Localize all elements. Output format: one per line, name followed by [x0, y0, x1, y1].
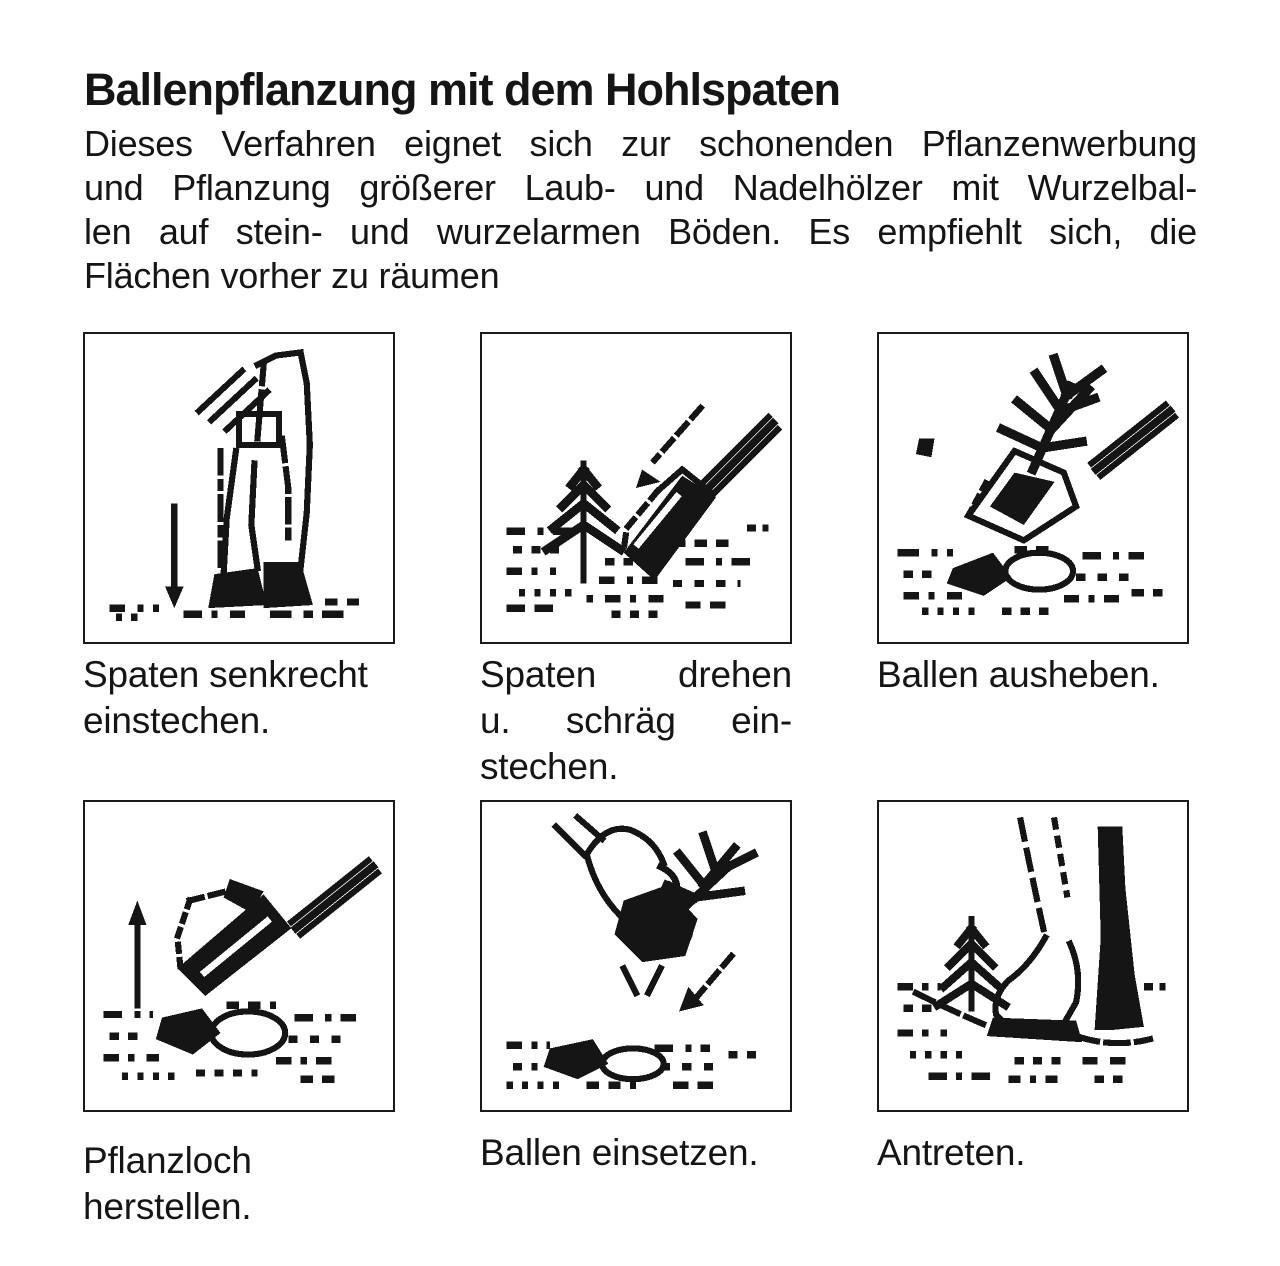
intro-line: Flächen vorher zu räumen [84, 255, 500, 296]
intro-line: len auf stein- und wurzelarmen Böden. Es empfiehlt sich, die [84, 211, 1197, 252]
diagonal-arrow-icon [654, 408, 700, 460]
hole-outline [211, 1011, 285, 1054]
caption-line: stechen. [480, 746, 619, 787]
step-3-panel [877, 332, 1189, 644]
step-5-panel [480, 800, 792, 1112]
step-1-caption [83, 652, 413, 744]
step-2-panel [480, 332, 792, 644]
step-2-caption [480, 652, 792, 790]
hole-outline [602, 1048, 664, 1079]
down-arrow-icon [165, 587, 183, 609]
ground-texture [897, 550, 1162, 612]
intro-line: Dieses Verfahren eignet sich zur schonenden Pflanzenwerbung [84, 123, 1197, 164]
arrowhead-icon [128, 901, 146, 926]
soil-heap-shape [947, 553, 1012, 596]
intro-line: und Pflanzung größerer Laub- und Nadelhölzer mit Wurzelbal- [84, 167, 1197, 208]
diagonal-arrow-icon [698, 956, 732, 996]
step-1-panel [83, 332, 395, 644]
step-3-caption [877, 652, 1207, 698]
caption-line: Antreten. [877, 1132, 1026, 1173]
dig-planting-hole-illustration [85, 802, 393, 1110]
boots-shape [165, 562, 313, 608]
insert-root-ball-illustration [482, 802, 790, 1110]
caption-line: Spaten drehen [480, 654, 792, 695]
step-6-panel [877, 800, 1189, 1112]
step-6-caption [877, 1130, 1207, 1176]
step-4-caption [83, 1138, 413, 1230]
caption-line: Pflanzloch [83, 1140, 252, 1181]
spade-turn-diagonal-insert-illustration [482, 334, 790, 642]
caption-line: Spaten senkrecht [83, 654, 368, 695]
step-5-caption [480, 1130, 820, 1176]
spade-vertical-insert-illustration [85, 334, 393, 642]
page-title: Ballenpflanzung mit dem Hohlspaten [84, 64, 841, 115]
back-leg-shape [1095, 827, 1144, 1030]
arrowhead-icon [636, 470, 661, 488]
step-4-panel [83, 800, 395, 1112]
caption-line: einstechen. [83, 700, 271, 741]
caption-line: herstellen. [83, 1186, 252, 1227]
boot-shape [996, 938, 1079, 1029]
caption-line: Ballen einsetzen. [480, 1132, 759, 1173]
intro-paragraph [84, 122, 1197, 298]
soil-heap-shape [544, 1039, 609, 1079]
boot-sole-shape [987, 1018, 1082, 1043]
lift-root-ball-illustration [879, 334, 1187, 642]
caption-line: u. schräg ein- [480, 700, 792, 741]
tread-down-soil-illustration [879, 802, 1187, 1110]
caption-line: Ballen ausheben. [877, 654, 1160, 695]
hole-outline [1005, 553, 1073, 590]
